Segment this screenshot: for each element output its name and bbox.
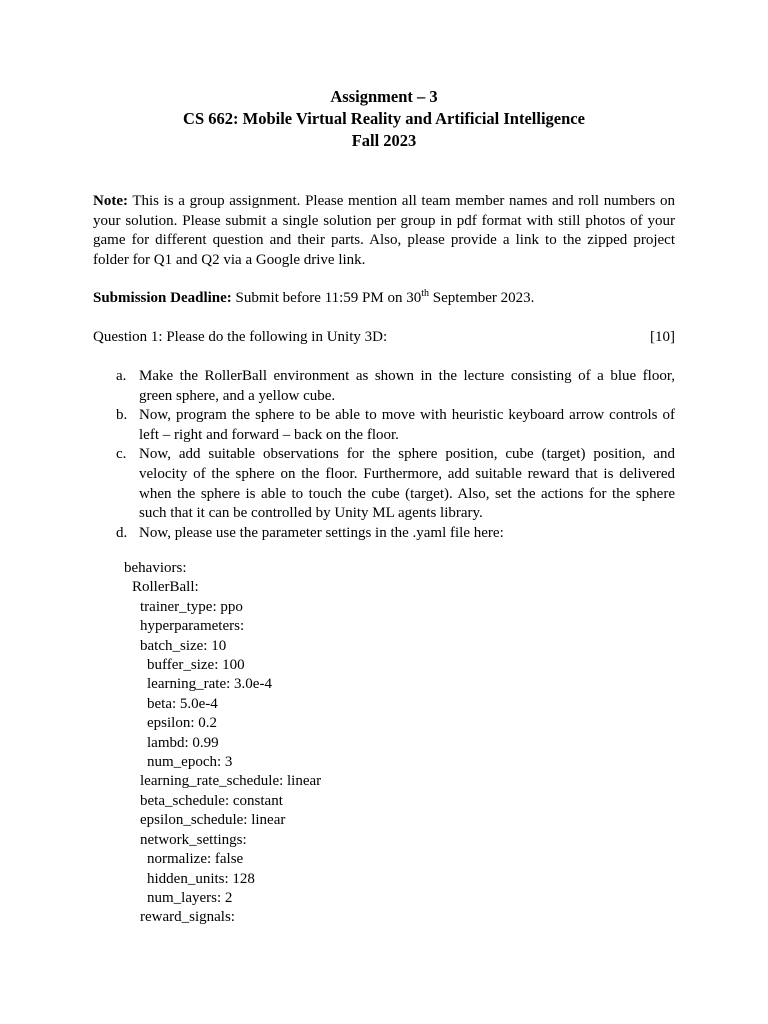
deadline-paragraph bbox=[93, 289, 675, 309]
yaml-line: learning_rate: 3.0e-4 bbox=[147, 676, 272, 693]
yaml-line: network_settings: bbox=[140, 831, 247, 848]
deadline-text-end: September 2023. bbox=[429, 290, 535, 306]
list-item-text: Now, program the sphere to be able to move with heuristic keyboard arrow controls of left – right and forward – back on the floor. bbox=[139, 407, 675, 443]
yaml-line: learning_rate_schedule: linear bbox=[140, 773, 322, 790]
list-item-text: Make the RollerBall environment as shown in the lecture consisting of a blue floor, green sphere, and a yellow cube. bbox=[139, 368, 675, 404]
yaml-line: epsilon: 0.2 bbox=[147, 715, 217, 732]
yaml-line: reward_signals: bbox=[140, 909, 235, 926]
question-1-heading bbox=[93, 328, 675, 348]
list-item bbox=[93, 406, 675, 445]
question-1-marks: [10] bbox=[650, 329, 675, 345]
yaml-config-block bbox=[124, 559, 321, 928]
list-item-marker: d. bbox=[116, 524, 128, 541]
assignment-title: Assignment – 3 bbox=[330, 87, 438, 106]
yaml-line: lambd: 0.99 bbox=[147, 734, 219, 751]
yaml-line: buffer_size: 100 bbox=[147, 657, 245, 674]
list-item-text: Now, please use the parameter settings in the .yaml file here: bbox=[139, 524, 504, 541]
list-item-marker: b. bbox=[116, 407, 128, 424]
yaml-line: beta_schedule: constant bbox=[140, 792, 283, 809]
yaml-line: num_layers: 2 bbox=[147, 889, 233, 906]
deadline-text: Submit before 11:59 PM on 30 bbox=[231, 290, 422, 306]
list-item bbox=[93, 524, 675, 544]
yaml-line: epsilon_schedule: linear bbox=[140, 812, 286, 829]
yaml-line: beta: 5.0e-4 bbox=[147, 695, 218, 712]
yaml-line: batch_size: 10 bbox=[140, 637, 227, 654]
question-1-prompt: Question 1: Please do the following in Unity 3D: bbox=[93, 329, 388, 345]
course-title: CS 662: Mobile Virtual Reality and Artificial Intelligence bbox=[183, 109, 585, 128]
list-item bbox=[93, 367, 675, 406]
list-item-marker: c. bbox=[116, 446, 127, 463]
note-text: This is a group assignment. Please mention all team member names and roll numbers on your solution. Please submit a single solution per group in pdf format with still photos of your game for different question and their parts. Also, please provide a link to the zipped project folder for Q1 and Q2 via a Google drive link. bbox=[93, 193, 675, 268]
list-item bbox=[93, 445, 675, 523]
note-paragraph bbox=[93, 192, 675, 270]
question-1-items bbox=[93, 367, 675, 543]
yaml-line: hidden_units: 128 bbox=[147, 870, 255, 887]
yaml-line: hyperparameters: bbox=[140, 618, 245, 635]
document-title-block bbox=[0, 86, 768, 152]
list-item-marker: a. bbox=[116, 368, 127, 384]
deadline-ordinal-suffix: th bbox=[421, 288, 430, 299]
yaml-line: RollerBall: bbox=[132, 579, 199, 596]
note-label: Note: bbox=[93, 193, 128, 209]
list-item-text: Now, add suitable observations for the sphere position, cube (target) position, and velocity of the sphere on the floor. Furthermore, add suitable reward that is delivered when the sphere is able to touch the cube (target). Also, set the actions for the sphere such that it can be controlled by Unity ML agents library. bbox=[139, 446, 675, 522]
yaml-line: num_epoch: 3 bbox=[147, 754, 233, 771]
yaml-line: behaviors: bbox=[124, 560, 187, 576]
yaml-line: trainer_type: ppo bbox=[140, 598, 243, 615]
yaml-line: normalize: false bbox=[147, 851, 244, 868]
deadline-label: Submission Deadline: bbox=[93, 290, 232, 306]
term-title: Fall 2023 bbox=[351, 131, 417, 150]
